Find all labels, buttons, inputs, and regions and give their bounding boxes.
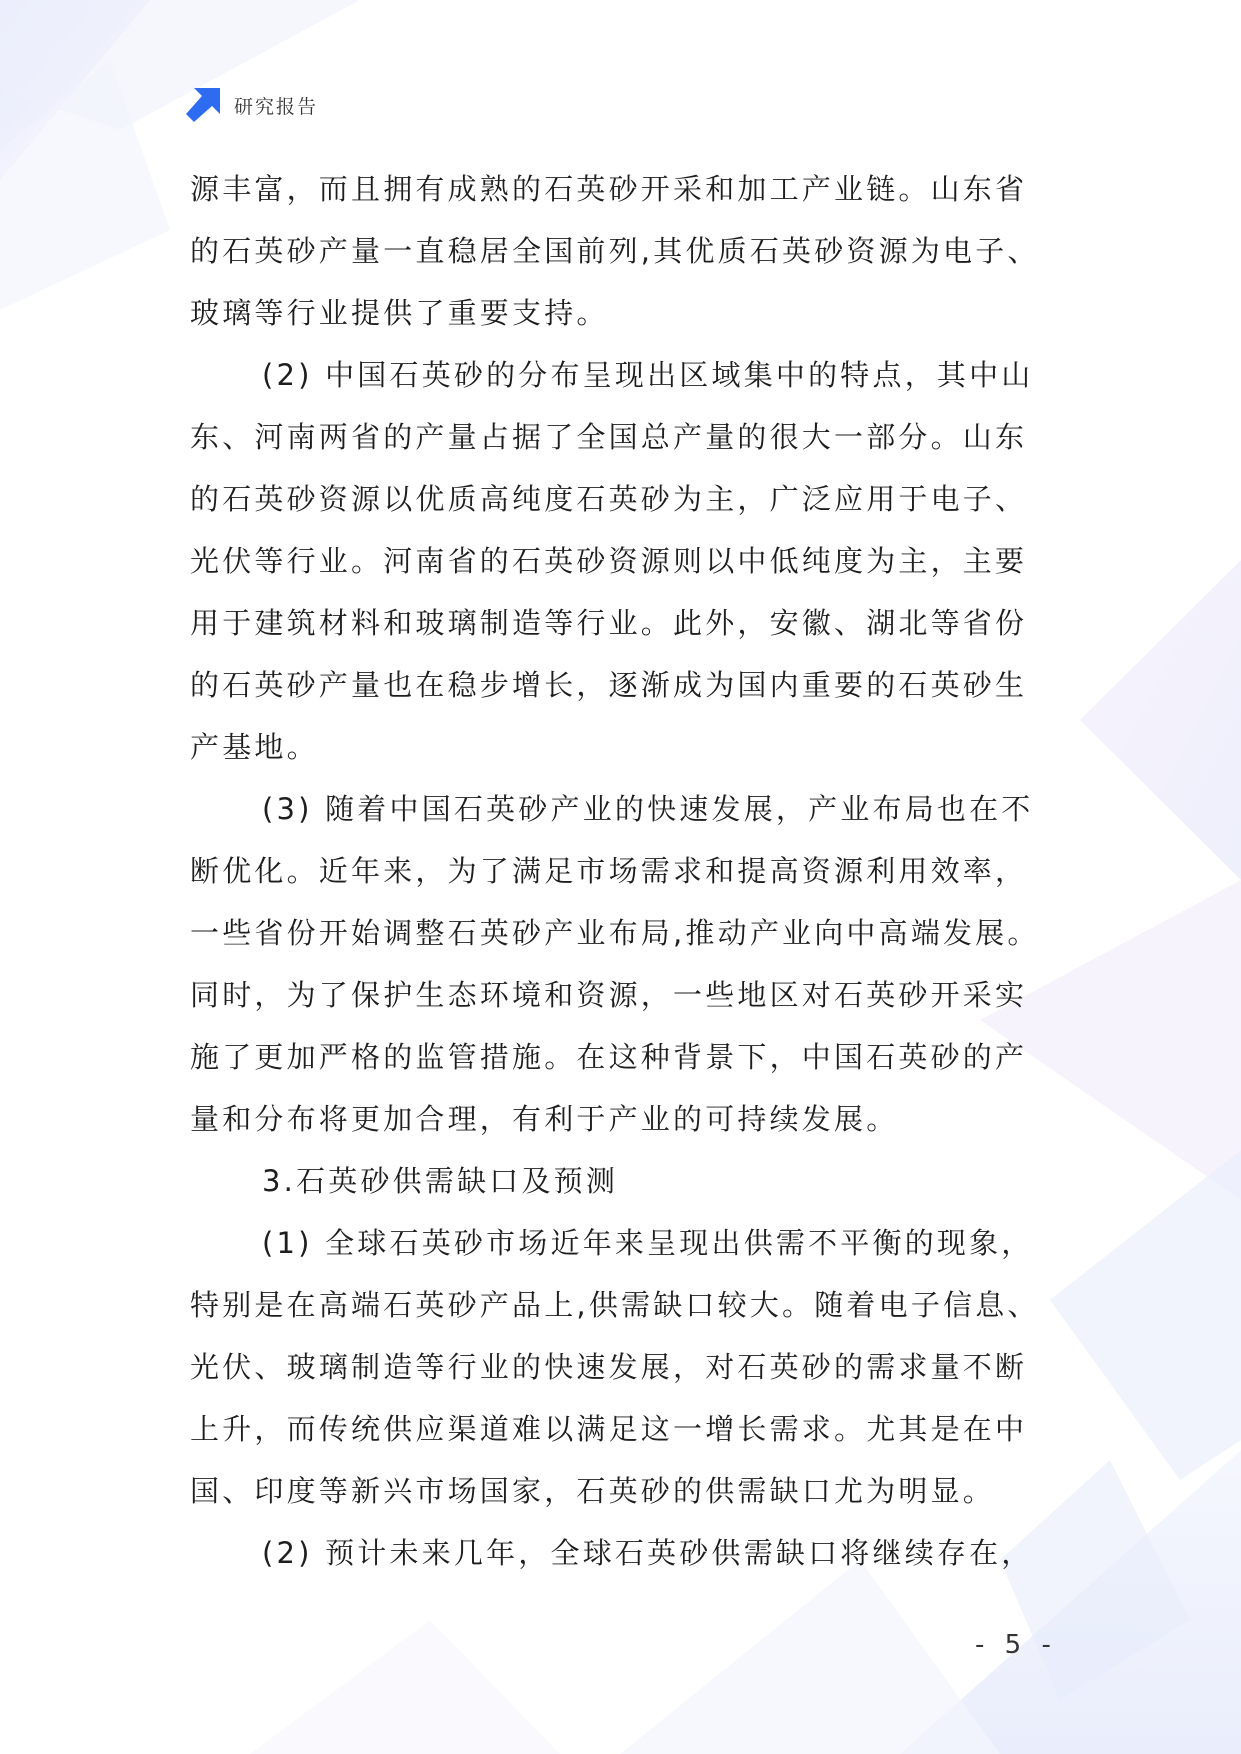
text-line: 的石英砂产量也在稳步增长，逐渐成为国内重要的石英砂生 (190, 668, 1028, 702)
section-heading: 3.石英砂供需缺口及预测 (262, 1164, 619, 1198)
paragraph-start-line: (2) 预计未来几年，全球石英砂供需缺口将继续存在， (262, 1536, 1034, 1570)
text-line: 断优化。近年来，为了满足市场需求和提高资源利用效率， (190, 854, 1028, 888)
page-number: - 5 - (975, 1630, 1057, 1660)
text-line: 同时，为了保护生态环境和资源，一些地区对石英砂开采实 (190, 978, 1028, 1012)
text-line: 国、印度等新兴市场国家，石英砂的供需缺口尤为明显。 (190, 1474, 996, 1508)
report-header (186, 88, 318, 122)
text-line: 光伏、玻璃制造等行业的快速发展，对石英砂的需求量不断 (190, 1350, 1028, 1384)
text-line: 特别是在高端石英砂产品上,供需缺口较大。随着电子信息、 (190, 1288, 1040, 1322)
text-line: 用于建筑材料和玻璃制造等行业。此外，安徽、湖北等省份 (190, 606, 1028, 640)
text-line: 源丰富，而且拥有成熟的石英砂开采和加工产业链。山东省 (190, 172, 1028, 206)
text-line: 施了更加严格的监管措施。在这种背景下，中国石英砂的产 (190, 1040, 1028, 1074)
text-line: 东、河南两省的产量占据了全国总产量的很大一部分。山东 (190, 420, 1028, 454)
text-line: 一些省份开始调整石英砂产业布局,推动产业向中高端发展。 (190, 916, 1040, 950)
arrow-up-right-icon (186, 88, 220, 122)
paragraph-start-line: (3) 随着中国石英砂产业的快速发展，产业布局也在不 (262, 792, 1034, 826)
paragraph-start-line: (2) 中国石英砂的分布呈现出区域集中的特点，其中山 (262, 358, 1034, 392)
document-body (190, 158, 1090, 1584)
text-line: 玻璃等行业提供了重要支持。 (190, 296, 609, 330)
text-line: 量和分布将更加合理，有利于产业的可持续发展。 (190, 1102, 899, 1136)
paragraph-start-line: (1) 全球石英砂市场近年来呈现出供需不平衡的现象， (262, 1226, 1034, 1260)
text-line: 产基地。 (190, 730, 319, 764)
text-line: 的石英砂产量一直稳居全国前列,其优质石英砂资源为电子、 (190, 234, 1040, 268)
text-line: 的石英砂资源以优质高纯度石英砂为主，广泛应用于电子、 (190, 482, 1028, 516)
text-line: 上升，而传统供应渠道难以满足这一增长需求。尤其是在中 (190, 1412, 1028, 1446)
header-title: 研究报告 (234, 95, 319, 118)
text-line: 光伏等行业。河南省的石英砂资源则以中低纯度为主，主要 (190, 544, 1028, 578)
